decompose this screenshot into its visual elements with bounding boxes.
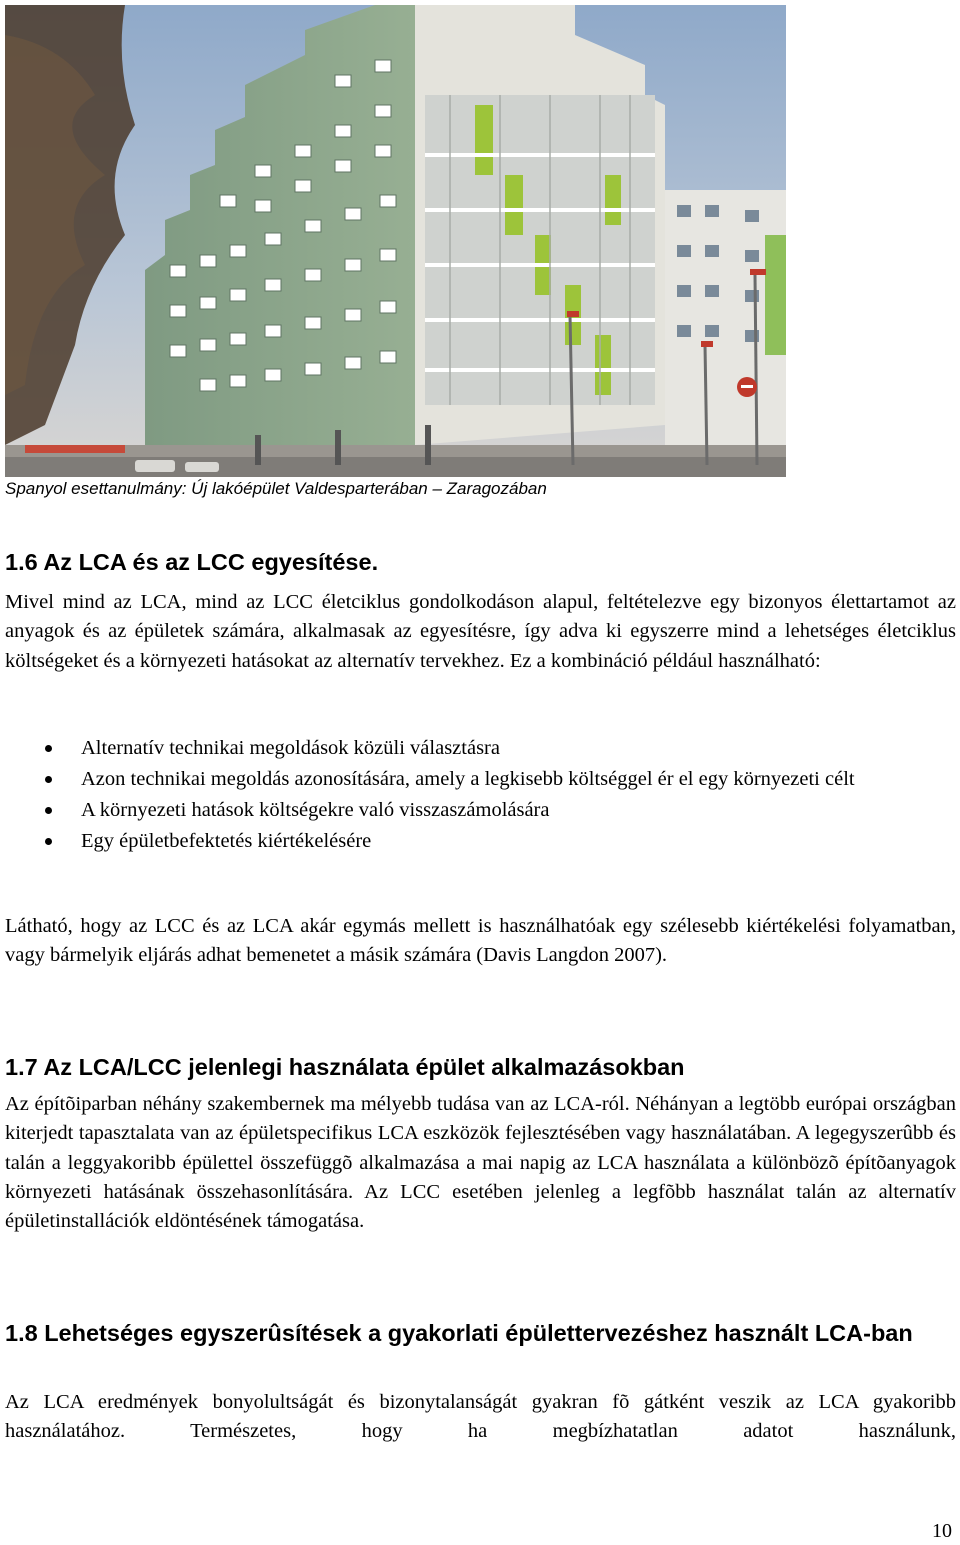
section-heading-1-7: 1.7 Az LCA/LCC jelenlegi használata épület alkalmazásokban: [5, 1054, 685, 1080]
list-item: [0, 765, 940, 793]
list-item-text: Azon technikai megoldás azonosítására, amely a legkisebb költséggel ér el egy környezeti célt: [81, 768, 855, 790]
building-photo: [5, 5, 786, 477]
section-heading-1-8: 1.8 Lehetséges egyszerûsítések a gyakorlati épülettervezéshez használt LCA-ban: [5, 1320, 913, 1346]
list-item: [0, 827, 940, 855]
bullet-icon: [45, 745, 52, 752]
paragraph-current-use: Az építõiparban néhány szakembernek ma mélyebb tudása van az LCA-ról. Néhányan a legtöbb európai országban kiterjedt tapasztalata van az épületspecifikus LCA eszközök fejlesztésében vagy használatában. A legegyszerûbb és talán a leggyakoribb épülettel összefüggõ alkalmazása a mai napig az LCA használata a különbözõ építõanyagok környezeti hatásának összehasonlítására. Az LCC esetében jelenleg a legfõbb használat talán az alternatív épületinstallációk eldöntésének támogatása.: [5, 1093, 956, 1233]
paragraph-lca-lcc-combination: Mivel mind az LCA, mind az LCC életciklus gondolkodáson alapul, feltételezve egy bizonyos élettartamot az anyagok és az épületek számára, alkalmasak az egyesítésre, így adva ki egyszerre mind a lehetséges életciklus költségeket és a környezeti hatásokat az alternatív tervekhez. Ez a kombináció például használható:: [5, 591, 956, 672]
list-item-text: Egy épületbefektetés kiértékelésére: [81, 830, 372, 852]
paragraph-lca-lcc-together: Látható, hogy az LCC és az LCA akár egymás mellett is használhatóak egy szélesebb kiértékelési folyamatban, vagy bármelyik eljárás adhat bemenetet a másik számára (Davis Langdon 2007).: [5, 915, 956, 967]
figure-caption: Spanyol esettanulmány: Új lakóépület Valdesparterában – Zaragozában: [5, 479, 547, 498]
list-item-text: Alternatív technikai megoldások közüli választásra: [81, 737, 500, 759]
page-number: 10: [932, 1520, 952, 1542]
list-item: [0, 734, 940, 762]
list-item: [0, 796, 940, 824]
bullet-icon: [45, 807, 52, 814]
bullet-icon: [45, 776, 52, 783]
bullet-list: [0, 734, 940, 858]
paragraph-simplifications: Az LCA eredmények bonyolultságát és bizonytalanságát gyakran fõ gátként veszik az LCA gyakoribb használatához. Természetes, hogy ha megbízhatatlan adatot használunk,: [5, 1391, 956, 1443]
list-item-text: A környezeti hatások költségekre való visszaszámolására: [81, 799, 550, 821]
bullet-icon: [45, 838, 52, 845]
section-heading-1-6: 1.6 Az LCA és az LCC egyesítése.: [5, 549, 379, 575]
